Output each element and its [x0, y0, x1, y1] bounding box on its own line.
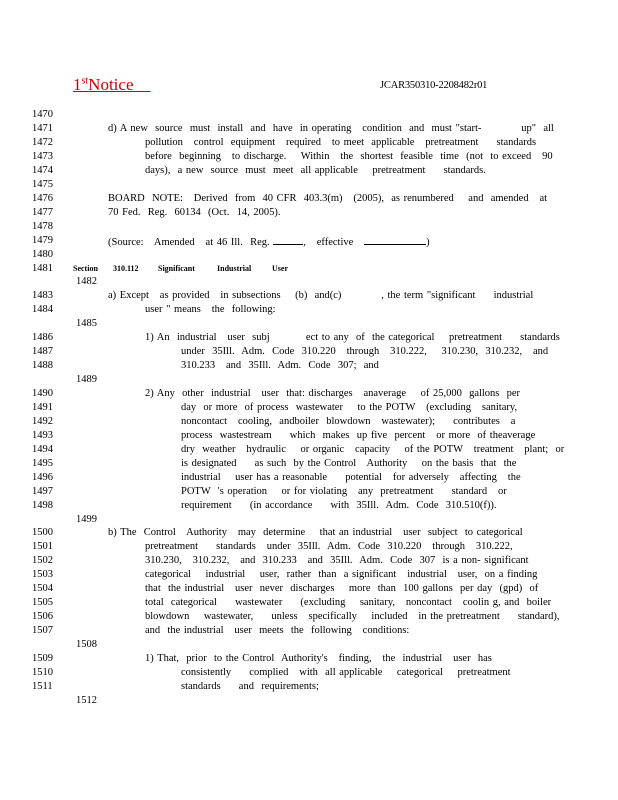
line-number: 1472 — [32, 137, 53, 148]
line-text: pretreatment standards under 35Ill. Adm. Code 310.220 through 310.222, — [145, 541, 513, 552]
line-text: standards and requirements; — [181, 681, 319, 692]
line-text: user " means the following: — [145, 304, 276, 315]
line-number: 1505 — [32, 597, 53, 608]
line-number: 1508 — [76, 639, 97, 650]
section-title-word: Significant — [158, 264, 195, 273]
line-text: BOARD NOTE: Derived from 40 CFR 403.3(m) (2005), as renumbered and amended at — [108, 193, 548, 204]
line-number: 1488 — [32, 360, 53, 371]
line-text: 70 Fed. Reg. 60134 (Oct. 14, 2005). — [108, 207, 281, 218]
line-number: 1480 — [32, 249, 53, 260]
line-number: 1473 — [32, 151, 53, 162]
line-text: is designated as such by the Control Authority on the basis that the — [181, 458, 517, 469]
line-number: 1487 — [32, 346, 53, 357]
line-number: 1479 — [32, 235, 53, 246]
line-text: day or more of process wastewater to the POTW (excluding sanitary, — [181, 402, 518, 413]
line-number: 1484 — [32, 304, 53, 315]
line-number: 1511 — [32, 681, 53, 692]
line-number: 1499 — [76, 514, 97, 525]
line-text: a) Except as provided in subsections (b) and(c) , the term "significant industrial — [108, 290, 534, 301]
line-number: 1506 — [32, 611, 53, 622]
line-text: 1) An industrial user subj ect to any of the categorical pretreatment standards — [145, 332, 560, 343]
line-number: 1512 — [76, 695, 97, 706]
line-text: requirement (in accordance with 35Ill. Adm. Code 310.510(f)). — [181, 500, 497, 511]
document-code: JCAR350310-2208482r01 — [380, 80, 488, 91]
line-number: 1489 — [76, 374, 97, 385]
line-number: 1492 — [32, 416, 53, 427]
line-text: and the industrial user meets the following conditions: — [145, 625, 410, 636]
section-title-word: Industrial — [217, 264, 252, 273]
line-number: 1509 — [32, 653, 53, 664]
line-text: industrial user has a reasonable potential for adversely affecting the — [181, 472, 521, 483]
line-text: before beginning to discharge. Within the shortest feasible time (not to exceed 90 — [145, 151, 553, 162]
line-number: 1503 — [32, 569, 53, 580]
source-line: (Source: Amended at 46 Ill. Reg. , effective ) — [108, 234, 430, 250]
line-text: categorical industrial user, rather than a significant industrial user, on a finding — [145, 569, 538, 580]
line-number: 1481 — [32, 263, 53, 274]
line-text: pollution control equipment required to meet applicable pretreatment standards — [145, 137, 537, 148]
line-text: days), a new source must meet all applicable pretreatment standards. — [145, 165, 486, 176]
blank-field — [273, 234, 303, 245]
line-number: 1475 — [32, 179, 53, 190]
section-number: 310.112 — [113, 264, 139, 273]
line-number: 1494 — [32, 444, 53, 455]
line-text: process wastestream which makes up five percent or more of theaverage — [181, 430, 536, 441]
line-number: 1502 — [32, 555, 53, 566]
line-number: 1486 — [32, 332, 53, 343]
line-number: 1485 — [76, 318, 97, 329]
line-number: 1470 — [32, 109, 53, 120]
line-number: 1501 — [32, 541, 53, 552]
line-text: d) A new source must install and have in operating condition and must "start- up" all — [108, 123, 554, 134]
line-text: consistently complied with all applicable categorical pretreatment — [181, 667, 511, 678]
line-text: noncontact cooling, andboiler blowdown wastewater); contributes a — [181, 416, 516, 427]
line-number: 1490 — [32, 388, 53, 399]
line-number: 1507 — [32, 625, 53, 636]
line-number: 1496 — [32, 472, 53, 483]
line-number: 1478 — [32, 221, 53, 232]
line-number: 1491 — [32, 402, 53, 413]
line-text: blowdown wastewater, unless specifically included in the pretreatment standard), — [145, 611, 560, 622]
line-number: 1504 — [32, 583, 53, 594]
line-number: 1483 — [32, 290, 53, 301]
line-text: b) The Control Authority may determine that an industrial user subject to categorical — [108, 527, 523, 538]
section-title-word: User — [272, 264, 288, 273]
line-text: 1) That, prior to the Control Authority's finding, the industrial user has — [145, 653, 492, 664]
line-number: 1477 — [32, 207, 53, 218]
line-number: 1498 — [32, 500, 53, 511]
notice-heading: 1stNotice — [73, 75, 134, 94]
line-number: 1510 — [32, 667, 53, 678]
line-text: dry weather hydraulic or organic capacity of the POTW treatment plant; or — [181, 444, 565, 455]
line-number: 1500 — [32, 527, 53, 538]
line-text: 310.230, 310.232, and 310.233 and 35Ill. Adm. Code 307 is a non- significant — [145, 555, 529, 566]
blank-field — [364, 234, 426, 245]
line-text: 310.233 and 35Ill. Adm. Code 307; and — [181, 360, 379, 371]
line-text: that the industrial user never discharges more than 100 gallons per day (gpd) of — [145, 583, 539, 594]
line-number: 1493 — [32, 430, 53, 441]
line-number: 1474 — [32, 165, 53, 176]
line-number: 1495 — [32, 458, 53, 469]
line-text: under 35Ill. Adm. Code 310.220 through 310.222, 310.230, 310.232, and — [181, 346, 549, 357]
line-number: 1497 — [32, 486, 53, 497]
line-text: total categorical wastewater (excluding sanitary, noncontact coolin g, and boiler — [145, 597, 552, 608]
line-number: 1482 — [76, 276, 97, 287]
line-text: 2) Any other industrial user that: discharges anaverage of 25,000 gallons per — [145, 388, 521, 399]
section-label: Section — [73, 264, 98, 273]
line-text: POTW 's operation or for violating any pretreatment standard or — [181, 486, 507, 497]
line-number: 1471 — [32, 123, 53, 134]
line-number: 1476 — [32, 193, 53, 204]
